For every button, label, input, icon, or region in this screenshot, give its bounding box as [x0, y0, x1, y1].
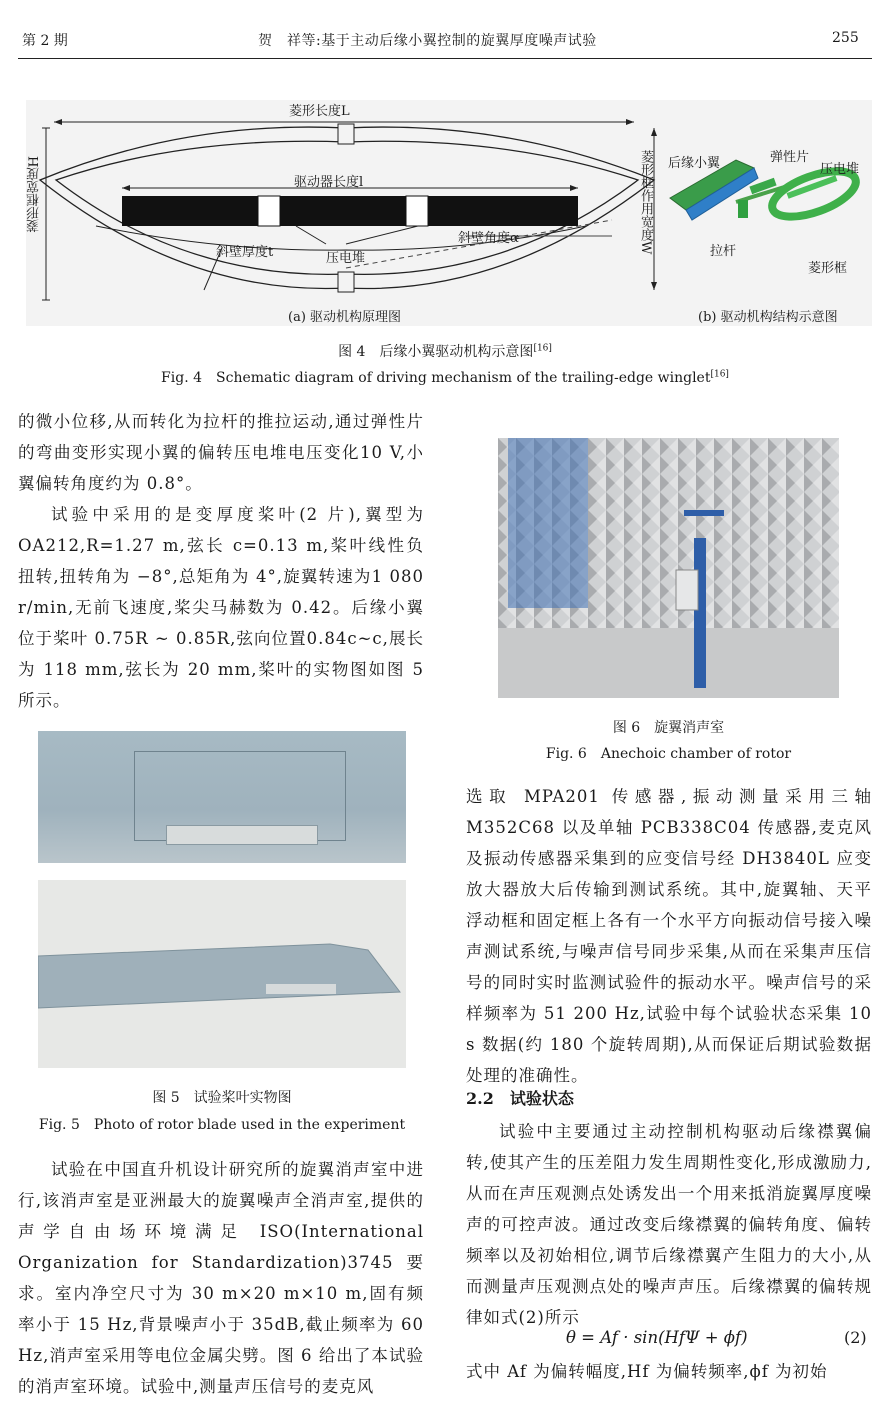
label-piezo-stack: 压电堆: [326, 251, 366, 266]
label-winglet: 后缘小翼: [668, 156, 721, 171]
figure-5-photo-bottom: [38, 880, 406, 1068]
right-column: [466, 781, 872, 1091]
right-paragraph-3: 式中 Af 为偏转幅度,Hf 为偏转频率,ϕf 为初始: [466, 1362, 828, 1381]
label-slope-angle: 斜壁角度α: [458, 231, 519, 246]
figure-5-caption-en: Fig. 5 Photo of rotor blade used in the experiment: [38, 1117, 406, 1133]
journal-issue: 第 2 期: [22, 33, 68, 49]
figure-6-caption-cn: 图 6 旋翼消声室: [612, 720, 725, 736]
subcaption-4b: (b) 驱动机构结构示意图: [698, 310, 838, 325]
equation-number: (2): [844, 1328, 867, 1347]
page-number: 255: [832, 30, 859, 46]
label-diamond-frame: 菱形框: [808, 261, 848, 276]
label-effective-width: 菱形框作用宽度W: [638, 150, 653, 255]
right-last-line: [466, 1356, 872, 1387]
running-title: 贺 祥等:基于主动后缘小翼控制的旋翼厚度噪声试验: [258, 33, 597, 49]
right-column-bottom: [466, 1116, 872, 1333]
label-actuator-length: 驱动器长度l: [294, 175, 364, 190]
figure-5-caption-cn: 图 5 试验桨叶实物图: [152, 1090, 292, 1106]
left-paragraph-1: 的微小位移,从而转化为拉杆的推拉运动,通过弹性片的弯曲变形实现小翼的偏转压电堆电压变化10 V,小翼偏转角度约为 0.8°。: [18, 412, 424, 493]
label-diamond-length: 菱形长度L: [289, 104, 350, 119]
section-heading-2-2: 2.2 试验状态: [466, 1089, 574, 1108]
left-paragraph-3: 试验在中国直升机设计研究所的旋翼消声室中进行,该消声室是亚洲最大的旋翼噪声全消声室,提供的声学自由场环境满足 ISO(International Organization for Standardization)3745 要求。室内净空尺寸为 30 m×20 m×10 m,固有频率小于 15 Hz,背景噪声小于 35dB,截止频率为 60 Hz,消声室采用等电位金属尖劈。图 6 给出了本试验的消声室环境。试验中,测量声压信号的麦克风: [18, 1160, 424, 1396]
left-column-bottom: [18, 1154, 424, 1402]
trailing-edge-winglet: [166, 825, 318, 845]
label-pull-rod: 拉杆: [710, 244, 737, 259]
equation-2: θ = Af · sin(HfΨ + ϕf): [566, 1328, 748, 1347]
figure-6-photo: [498, 438, 839, 698]
subcaption-4a: (a) 驱动机构原理图: [288, 310, 402, 325]
label-spring-plate: 弹性片: [770, 150, 810, 165]
header-rule: [18, 58, 872, 59]
label-diamond-height: 菱形框宽度H: [27, 156, 42, 233]
right-paragraph-2: 试验中主要通过主动控制机构驱动后缘襟翼偏转,使其产生的压差阻力发生周期性变化,形成激励力,从而在声压观测点处诱发出一个用来抵消旋翼厚度噪声的可控声波。通过改变后缘襟翼的偏转角度、偏转频率以及初始相位,调节后缘襟翼产生阻力的大小,从而测量声压观测点处的噪声声压。后缘襟翼的偏转规律如式(2)所示: [466, 1122, 872, 1327]
figure-4-caption-en: Fig. 4 Schematic diagram of driving mechanism of the trailing-edge winglet[16]: [161, 369, 729, 386]
label-piezo-stack-b: 压电堆: [820, 162, 860, 177]
right-paragraph-1: 选取 MPA201 传感器,振动测量采用三轴M352C68 以及单轴 PCB338C04 传感器,麦克风及振动传感器采集到的应变信号经 DH3840L 应变放大器放大后传输到测试系统。其中,旋翼轴、天平浮动框和固定框上各有一个水平方向振动信号接入噪声测试系统,与噪声信号同步采集,从而在采集声压信号的同时实时监测试验件的振动水平。噪声信号的采样频率为 51 200 Hz,试验中每个试验状态采集 10 s 数据(约 180 个旋转周期),从而保证后期试验数据处理的准确性。: [466, 787, 872, 1085]
figure-4-caption-cn: 图 4 后缘小翼驱动机构示意图[16]: [338, 343, 552, 360]
left-paragraph-2: 试验中采用的是变厚度桨叶(2 片),翼型为OA212,R=1.27 m,弦长 c=0.13 m,桨叶线性负扭转,扭转角为 −8°,总矩角为 4°,旋翼转速为1 080 r/min,无前飞速度,桨尖马赫数为 0.42。后缘小翼位于桨叶 0.75R ~ 0.85R,弦向位置0.84c~c,展长为 118 mm,弦长为 20 mm,桨叶的实物图如图 5 所示。: [18, 505, 424, 710]
left-column: [18, 406, 424, 716]
figure-6-caption-en: Fig. 6 Anechoic chamber of rotor: [545, 746, 792, 762]
label-slope-thickness: 斜壁厚度t: [216, 245, 274, 260]
figure-5-photo-top: [38, 731, 406, 863]
